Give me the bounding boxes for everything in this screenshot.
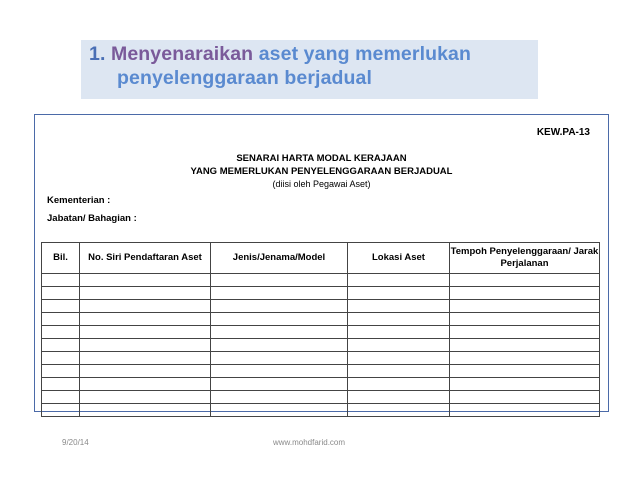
- slide-title-line-2: penyelenggaraan berjadual: [117, 67, 373, 89]
- title-number: 1.: [89, 43, 106, 65]
- table-header-row: [42, 243, 600, 274]
- col-jenis: Jenis/Jenama/Model: [211, 243, 348, 274]
- footer-website: www.mohdfarid.com: [273, 438, 346, 447]
- kew-pa-13-form: [34, 114, 609, 412]
- footer-date: 9/20/14: [62, 438, 89, 447]
- table-row: [42, 352, 600, 365]
- form-heading-3: (diisi oleh Pegawai Aset): [272, 179, 371, 189]
- table-row: [42, 365, 600, 378]
- form-code: KEW.PA-13: [536, 127, 590, 138]
- field-kementerian: Kementerian :: [47, 195, 111, 206]
- table-row: [42, 300, 600, 313]
- title-word-1: Menyenaraikan: [111, 43, 254, 65]
- table-row: [42, 287, 600, 300]
- form-heading-2: YANG MEMERLUKAN PENYELENGGARAAN BERJADUAL: [190, 166, 453, 177]
- col-tempoh: Tempoh Penyelenggaraan/ Jarak Perjalanan: [450, 243, 600, 274]
- table-row: [42, 391, 600, 404]
- field-jabatan: Jabatan/ Bahagian :: [47, 213, 137, 224]
- table-row: [42, 404, 600, 417]
- col-no-siri: No. Siri Pendaftaran Aset: [80, 243, 211, 274]
- title-rest-1: aset yang memerlukan: [258, 43, 471, 65]
- table-row: [42, 339, 600, 352]
- table-row: [42, 326, 600, 339]
- slide-title-line-1: [89, 43, 471, 66]
- col-lokasi: Lokasi Aset: [348, 243, 450, 274]
- table-row: [42, 274, 600, 287]
- slide-title-box: [81, 40, 538, 99]
- table-row: [42, 313, 600, 326]
- table-row: [42, 378, 600, 391]
- asset-table: [41, 242, 600, 417]
- form-heading-1: SENARAI HARTA MODAL KERAJAAN: [236, 153, 407, 164]
- col-bil: Bil.: [42, 243, 80, 274]
